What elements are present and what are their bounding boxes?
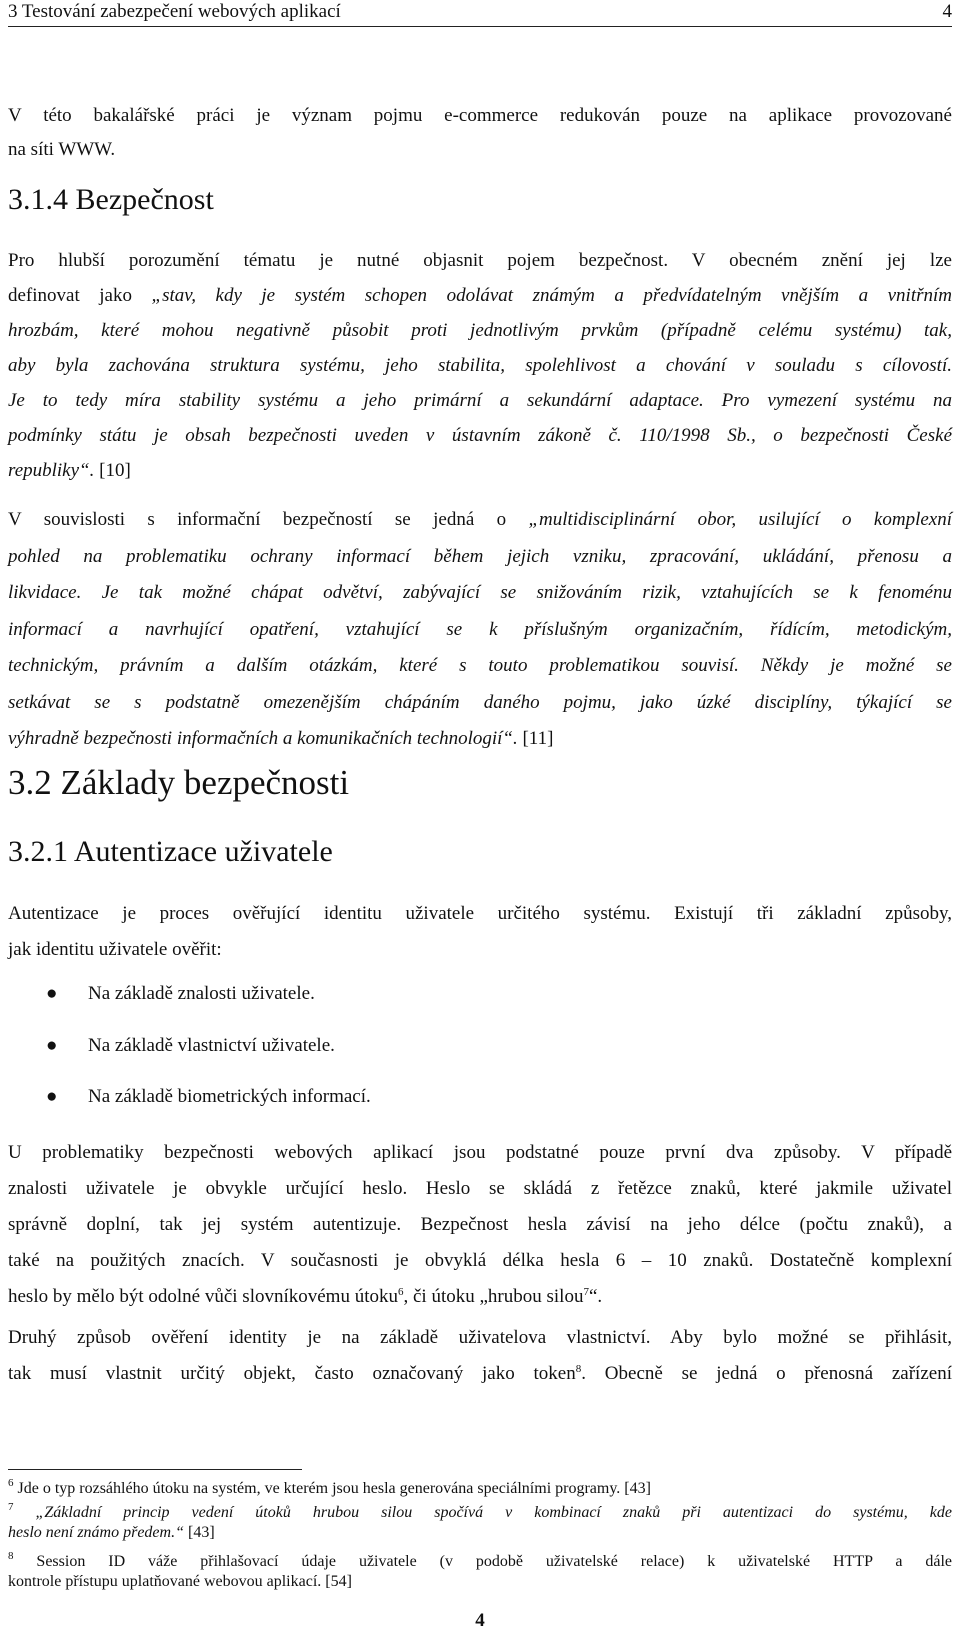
text-line: znalosti uživatele je obvykle určující heslo. Heslo se skládá z řetězce znaků, které jakmile uživatel: [8, 1178, 952, 1199]
text-span: . Obecně se jedná o přenosná zařízení: [581, 1363, 952, 1384]
intro-paragraph: [8, 99, 952, 167]
footnote-ref[interactable]: 7: [583, 1286, 589, 1298]
footnote-6: [8, 1479, 952, 1499]
footnote-ref[interactable]: 8: [575, 1363, 582, 1375]
paragraph-bezpecnost: [8, 243, 952, 488]
text-line: správně doplní, tak jej systém autentizuje. Bezpečnost hesla závisí na jeho délce (počtu znaků), a: [8, 1214, 952, 1235]
paragraph-informacni-bezpecnost: [8, 502, 952, 758]
quote-span: republiky“.: [8, 460, 95, 481]
citation: [10]: [94, 460, 131, 481]
section-heading-3-1-4: 3.1.4 Bezpečnost: [8, 183, 214, 216]
text-line: Druhý způsob ověření identity je na základě uživatelova vlastnictví. Aby bylo možné se přihlásit,: [8, 1327, 952, 1348]
footnote-7: [8, 1503, 952, 1543]
footnote-text: kontrole přístupu uplatňované webovou aplikací. [54]: [8, 1573, 352, 1590]
text-line: U problematiky bezpečnosti webových aplikací jsou podstatné pouze první dva způsoby. V případě: [8, 1142, 952, 1163]
section-heading-3-2-1: 3.2.1 Autentizace uživatele: [8, 835, 333, 868]
text-line: Pro hlubší porozumění tématu je nutné objasnit pojem bezpečnost. V obecném znění jej lze: [8, 250, 952, 271]
footnote-number: 7: [8, 1501, 14, 1513]
footnote-number: 8: [8, 1550, 14, 1562]
footnote-ref[interactable]: 6: [398, 1286, 404, 1298]
list-item: Na základě biometrických informací.: [88, 1086, 371, 1107]
quote-line: podmínky státu je obsah bezpečnosti uveden v ústavním zákoně č. 110/1998 Sb., o bezpečnosti České: [8, 425, 952, 446]
footnote-text: Jde o typ rozsáhlého útoku na systém, ve kterém jsou hesla generována speciálními programy. [43]: [13, 1480, 651, 1497]
footnote-number: 6: [8, 1477, 14, 1489]
footnote-separator: [8, 1469, 302, 1470]
quote-line: pohled na problematiku ochrany informací během jejich vzniku, zpracování, ukládání, přenosu a: [8, 545, 952, 567]
bullet-marker: ●: [46, 1035, 58, 1056]
quote-span: „multidisciplinární obor, usilující o komplexní: [528, 509, 952, 530]
text-line: také na použitých znacích. V současnosti je obvyklá délka hesla 6 – 10 znaků. Dostatečně komplexní: [8, 1250, 952, 1271]
footnote-text: heslo není známo předem.“: [8, 1524, 184, 1541]
quote-span: výhradně bezpečnosti informačních a komunikačních technologií“.: [8, 728, 518, 749]
bullet-marker: ●: [46, 983, 58, 1004]
citation: [11]: [517, 728, 554, 749]
header-page-number: 4: [942, 1, 952, 22]
text-span: definovat jako: [8, 285, 152, 306]
text-line: jak identitu uživatele ověřit:: [8, 939, 222, 960]
text-span: V souvislosti s informační bezpečností se jedná o: [8, 509, 529, 530]
quote-span: „stav, kdy je systém schopen odolávat známým a předvídatelným vnějším a vnitřním: [151, 285, 953, 306]
text-span: , či útoku „hrubou silou: [403, 1286, 584, 1307]
list-item: Na základě vlastnictví uživatele.: [88, 1035, 335, 1056]
citation: [43]: [183, 1524, 215, 1541]
text-span: heslo by mělo být odolné vůči slovníkovému útoku: [8, 1286, 398, 1307]
quote-line: aby byla zachována struktura systému, jeho stabilita, spolehlivost a chování v souladu s cílovostí.: [8, 355, 952, 376]
footnote-text: „Základní princip vedení útoků hrubou silou spočívá v kombinací znaků při autentizaci do systému, kde: [13, 1504, 952, 1521]
chapter-title: 3 Testování zabezpečení webových aplikací: [8, 1, 341, 22]
quote-line: setkávat se s podstatně omezenějším chápáním daného pojmu, jako úzké disciplíny, týkající se: [8, 691, 952, 713]
quote-line: technickým, právním a dalším otázkám, které s touto problematikou souvisí. Někdy je možné se: [8, 655, 952, 676]
quote-line: likvidace. Je tak možné chápat odvětví, zabývající se snižováním rizik, vztahujících se k fenoménu: [8, 582, 952, 603]
text-span: “.: [588, 1286, 603, 1307]
footnote-text: Session ID váže přihlašovací údaje uživatele (v podobě uživatelské relace) k uživatelské HTTP a dále: [13, 1553, 952, 1570]
text-line: Autentizace je proces ověřující identitu uživatele určitého systému. Existují tři základní způsoby,: [8, 903, 952, 924]
paragraph-heslo: [8, 1135, 952, 1315]
paragraph-vlastnictvi: [8, 1320, 952, 1392]
section-heading-3-2: 3.2 Základy bezpečnosti: [8, 763, 350, 802]
quote-line: hrozbám, které mohou negativně působit proti jednotlivým prvkům (případně celému systému) tak,: [8, 320, 952, 341]
quote-line: Je to tedy míra stability systému a jeho primární a sekundární adaptace. Pro vymezení systému na: [8, 390, 952, 411]
quote-line: informací a navrhující opatření, vztahující se k příslušným organizačním, řídícím, metodickým,: [8, 618, 952, 640]
footnote-8: [8, 1552, 952, 1592]
running-header: [8, 0, 952, 27]
text-span: tak musí vlastnit určitý objekt, často označovaný jako token: [8, 1363, 576, 1384]
bullet-marker: ●: [46, 1086, 58, 1107]
paragraph-autentizace: [8, 896, 952, 968]
list-item: Na základě znalosti uživatele.: [88, 983, 315, 1004]
text-line: na síti WWW.: [8, 139, 116, 160]
text-line: V této bakalářské práci je význam pojmu e-commerce redukován pouze na aplikace provozované: [8, 105, 952, 126]
page-number: 4: [475, 1610, 485, 1631]
